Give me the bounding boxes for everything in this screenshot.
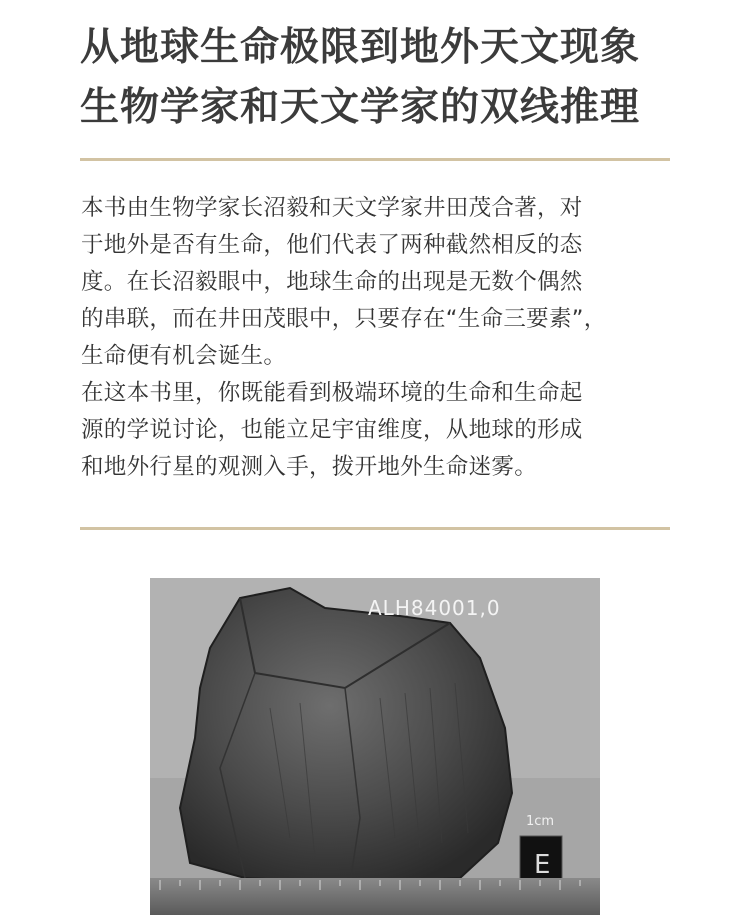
divider-top: [80, 158, 670, 161]
ruler: [150, 878, 600, 915]
intro-line: 本书由生物学家长沼毅和天文学家井田茂合著，对: [81, 195, 583, 221]
cube-letter: E: [534, 850, 551, 880]
intro-line: 生命便有机会诞生。: [81, 343, 287, 369]
intro-line: 和地外行星的观测入手，拨开地外生命迷雾。: [81, 454, 538, 480]
headline-line-2: 生物学家和天文学家的双线推理: [80, 85, 641, 130]
intro-line: 源的学说讨论，也能立足宇宙维度，从地球的形成: [81, 417, 583, 443]
intro-line: 的串联，而在井田茂眼中，只要存在“生命三要素”，: [81, 306, 607, 332]
divider-bottom: [80, 527, 670, 530]
scale-label: 1cm: [526, 814, 555, 829]
headline-line-1: 从地球生命极限到地外天文现象: [80, 25, 641, 70]
intro-paragraph-2: [81, 375, 677, 486]
meteorite-photo: [150, 578, 600, 915]
intro-line: 度。在长沼毅眼中，地球生命的出现是无数个偶然: [81, 269, 583, 295]
book-intro: [81, 190, 677, 486]
page-headline: [80, 18, 680, 138]
intro-line: 于地外是否有生命，他们代表了两种截然相反的态: [81, 232, 583, 258]
intro-paragraph-1: [81, 190, 677, 375]
specimen-label: ALH84001,0: [368, 596, 501, 620]
meteorite-illustration: [150, 578, 600, 915]
intro-line: 在这本书里，你既能看到极端环境的生命和生命起: [81, 380, 583, 406]
